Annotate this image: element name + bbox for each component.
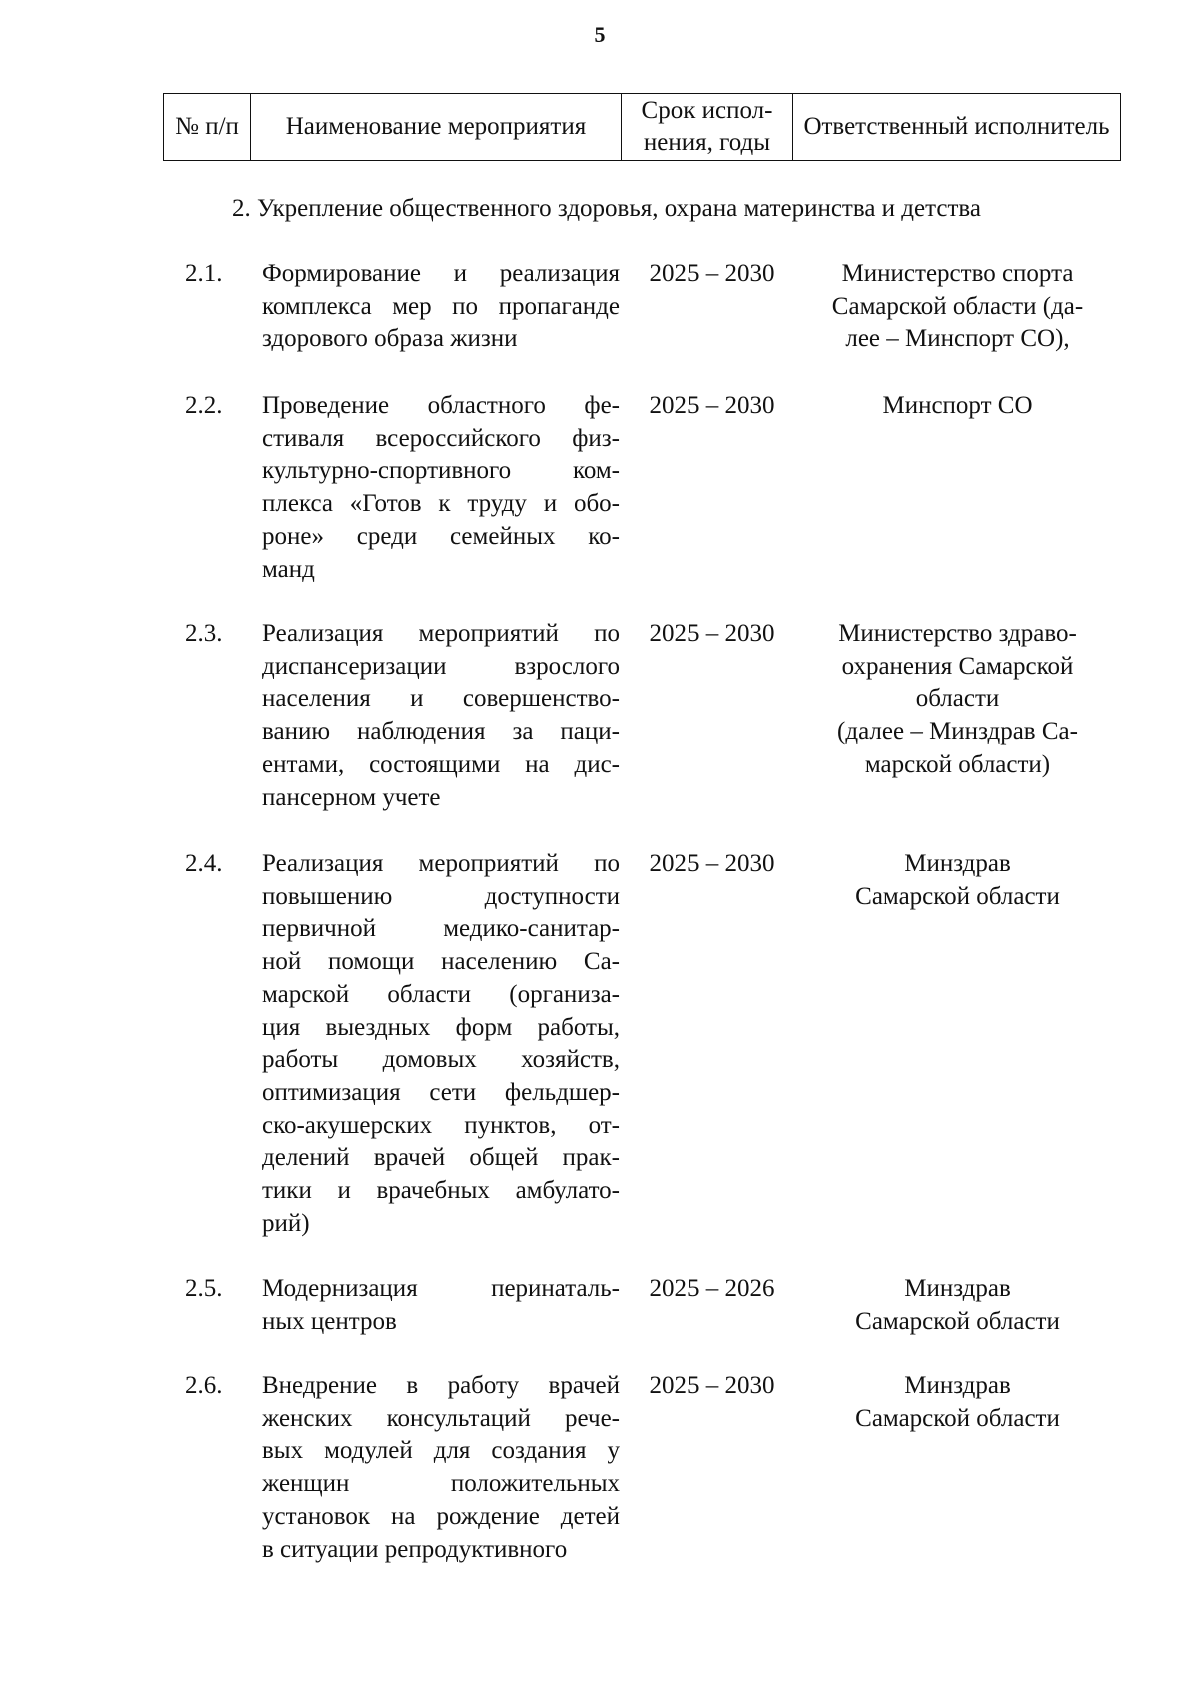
responsible-line: Министерство здраво- [838, 620, 1077, 647]
activity-name-line: делений врачей общей прак- [262, 1144, 620, 1172]
activity-name-line: роне» среди семейных ко- [262, 522, 620, 550]
responsible-line: Минспорт СО [882, 392, 1033, 419]
row-term: 2025 – 2026 [649, 1275, 775, 1302]
row-responsible [800, 618, 1115, 782]
row-number: 2.1. [185, 260, 223, 287]
row-term: 2025 – 2030 [649, 392, 775, 419]
activity-name-line: марской области (организа- [262, 980, 620, 1008]
responsible-line: охранения Самарской [841, 652, 1074, 680]
activity-name-line: женских консультаций рече- [262, 1404, 620, 1432]
responsible-line: Самарской области (да- [831, 292, 1084, 320]
activity-name-line: ной помощи населению Са- [262, 948, 620, 976]
row-term: 2025 – 2030 [649, 1372, 775, 1399]
activity-name-line: диспансеризации взрослого [262, 652, 620, 680]
table-header [163, 93, 1121, 161]
header-num: № п/п [175, 113, 239, 140]
header-term: Срок испол-нения, годы [621, 94, 792, 160]
activity-name-line: ентами, состоящими на дис- [262, 750, 620, 778]
row-number: 2.6. [185, 1372, 223, 1399]
activity-name-line: в ситуации репродуктивного [262, 1535, 568, 1563]
row-responsible [800, 258, 1115, 356]
activity-name-line: Реализация мероприятий по [262, 850, 620, 877]
responsible-line: (далее – Минздрав Са- [837, 718, 1078, 746]
responsible-line: области [915, 685, 1000, 713]
activity-name-line: населения и совершенство- [262, 685, 620, 713]
activity-name-line: ных центров [262, 1307, 397, 1335]
row-activity-name [262, 258, 620, 356]
row-activity-name [262, 618, 620, 814]
header-responsible: Ответственный исполнитель [792, 94, 1120, 160]
row-responsible [800, 1370, 1115, 1435]
row-activity-name [262, 848, 620, 1240]
activity-name-line: ско-акушерских пунктов, от- [262, 1111, 620, 1139]
activity-name-line: пансерном учете [262, 783, 441, 811]
row-activity-name [262, 1370, 620, 1566]
activity-name-line: Проведение областного фе- [262, 392, 620, 419]
activity-name-line: культурно-спортивного ком- [262, 457, 620, 485]
responsible-line: Минздрав [904, 1372, 1011, 1399]
row-number: 2.3. [185, 620, 223, 647]
row-term: 2025 – 2030 [649, 620, 775, 647]
activity-name-line: тики и врачебных амбулато- [262, 1177, 620, 1205]
activity-name-line: установок на рождение детей [262, 1502, 620, 1530]
responsible-line: Минздрав [904, 1275, 1011, 1302]
activity-name-line: ванию наблюдения за паци- [262, 718, 620, 746]
row-responsible [800, 390, 1115, 423]
row-number: 2.4. [185, 850, 223, 877]
row-responsible [800, 1273, 1115, 1338]
activity-name-line: манд [262, 555, 315, 583]
activity-name-line: плекса «Готов к труду и обо- [262, 490, 620, 518]
header-name: Наименование мероприятия [250, 94, 621, 160]
responsible-line: Минздрав [904, 850, 1011, 877]
activity-name-line: Формирование и реализация [262, 260, 620, 287]
row-activity-name [262, 1273, 620, 1338]
activity-name-line: рий) [262, 1209, 310, 1237]
responsible-line: Министерство спорта [841, 260, 1074, 287]
row-number: 2.5. [185, 1275, 223, 1302]
activity-name-line: комплекса мер по пропаганде [262, 292, 620, 320]
row-number: 2.2. [185, 392, 223, 419]
page-number: 5 [594, 22, 606, 47]
activity-name-line: стиваля всероссийского физ- [262, 424, 620, 452]
row-term: 2025 – 2030 [649, 260, 775, 287]
responsible-line: Самарской области [855, 1404, 1060, 1432]
activity-name-line: первичной медико-санитар- [262, 915, 620, 943]
activity-name-line: Модернизация перинаталь- [262, 1275, 620, 1302]
responsible-line: лее – Минспорт СО), [845, 325, 1070, 353]
activity-name-line: женщин положительных [262, 1470, 620, 1498]
activity-name-line: ция выездных форм работы, [262, 1013, 620, 1041]
activity-name-line: работы домовых хозяйств, [262, 1046, 620, 1074]
responsible-line: марской области) [864, 750, 1051, 778]
activity-name-line: Реализация мероприятий по [262, 620, 620, 647]
activity-name-line: здорового образа жизни [262, 325, 518, 353]
activity-name-line: Внедрение в работу врачей [262, 1372, 620, 1399]
row-responsible [800, 848, 1115, 913]
responsible-line: Самарской области [855, 1307, 1060, 1335]
section-title: 2. Укрепление общественного здоровья, охрана материнства и детства [232, 195, 981, 222]
activity-name-line: вых модулей для создания у [262, 1437, 620, 1465]
row-activity-name [262, 390, 620, 586]
row-term: 2025 – 2030 [649, 850, 775, 877]
activity-name-line: оптимизация сети фельдшер- [262, 1078, 620, 1106]
responsible-line: Самарской области [855, 882, 1060, 910]
activity-name-line: повышению доступности [262, 882, 620, 910]
